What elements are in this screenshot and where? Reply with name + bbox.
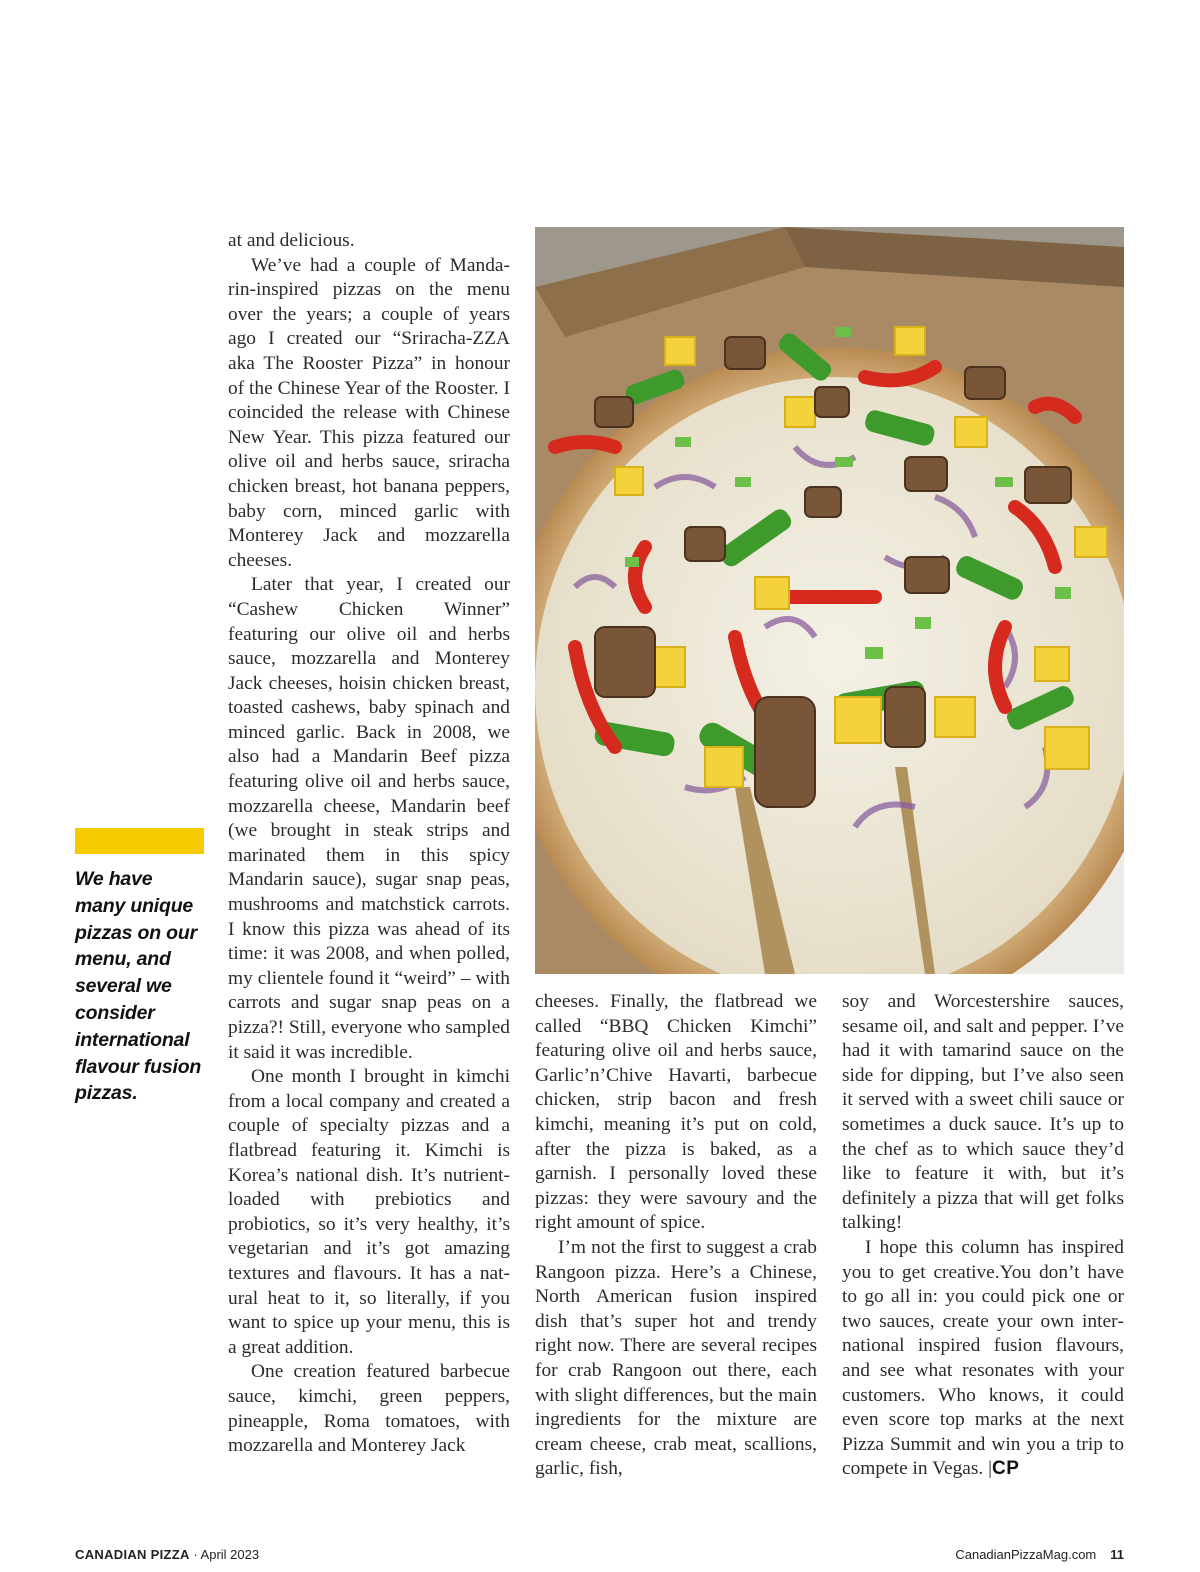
article-column-2 (535, 990, 817, 1482)
footer-site (955, 1547, 1124, 1562)
article-paragraph (842, 1236, 1124, 1482)
pizza-photo-illustration (535, 227, 1124, 974)
article-paragraph: cheeses. Finally, the flatbread we called “BBQ Chicken Kimchi” featuring olive oil and herbs sauce, Garlic’n’Chive Havarti, barbecue chicken, strip bacon and fresh kimchi, meaning it’s put on cold, after the pizza is baked, as a garnish. I personally loved these pizzas: they were savoury and the right amount of spice. (535, 991, 817, 1234)
article-paragraph: Later that year, I created our “Cashew Chicken Winner” featuring our olive oil and herbs sauce, mozzarella and Monterey Jack cheeses, hoisin chicken breast, toasted cashews, baby spinach and minced garlic. Back in 2008, we also had a Mandarin Beef pizza featuring olive oil and herbs sauce, mozzarella cheese, Mandarin beef (we brought in steak strips and marinated them in this spicy Mandarin sauce), sugar snap peas, mushrooms and matchstick carrots. I know this pizza was ahead of its time: it was 2008, and when polled, my clientele found it “weird” – with carrots and sugar snap peas on a pizza?! Still, everyone who sampled it said it was incredible. (228, 574, 510, 1063)
article-column-1 (228, 229, 510, 1459)
footer-issue-date: · April 2023 (189, 1547, 260, 1562)
article-paragraph: soy and Worcestershire sauces, sesame oil, and salt and pepper. I’ve had it with tamarind sauce on the side for dipping, but I’ve also seen it served with a sweet chili sauce or sometimes a duck sauce. It’s up to the chef as to which sauce they’d like to feature it with, but it’s definitely a pizza that will get folks talking! (842, 991, 1124, 1234)
article-paragraph: at and delicious. (228, 230, 355, 251)
article-paragraph: One month I brought in kimchi from a local company and created a couple of specialty pizzas and a flatbread featuring it. Kimchi is Korea’s national dish. It’s nutrient-loaded with prebiotics and probiotics, so it’s very healthy, it’s vegetarian and it’s got amazing textures and flavours. It has a natural heat to it, so literally, if you want to spice up your menu, this is a great addition. (228, 1066, 510, 1358)
footer-magazine-name: CANADIAN PIZZA (75, 1547, 190, 1562)
article-paragraph: One creation featured barbecue sauce, kimchi, green peppers, pineapple, Roma tomatoes, with mozzarella and Monterey Jack (228, 1361, 510, 1457)
signoff-separator: | (988, 1458, 993, 1480)
footer-website: CanadianPizzaMag.com (955, 1547, 1097, 1562)
closing-paragraph-text: I hope this column has inspired you to get creative.You don’t have to go all in: you could pick one or two sauces, create your own international inspired fusion flavours, and see what resonates with your customers. Who knows, it could even score top marks at the next Pizza Summit and win you a trip to compete in Vegas. (842, 1236, 1124, 1480)
footer-publication (75, 1547, 259, 1562)
signoff-mark: CP (992, 1458, 1020, 1480)
page-number: 11 (1110, 1547, 1124, 1562)
article-column-3 (842, 990, 1124, 1482)
pullquote-accent-bar (75, 828, 204, 854)
article-paragraph: I’m not the first to suggest a crab Rangoon pizza. Here’s a Chinese, North American fusion inspired dish that’s super hot and trendy right now. There are several recipes for crab Rangoon out there, each with slight differences, but the main ingredients for the mixture are cream cheese, crab meat, scallions, garlic, fish, (535, 1236, 817, 1480)
pizza-photo (535, 227, 1124, 974)
pullquote: We have many unique pizzas on our menu, and several we consider international flavour fusion pizzas. (75, 868, 202, 1105)
article-paragraph: We’ve had a couple of Mandarin-inspired pizzas on the menu over the years; a couple of years ago I created our “Sriracha-ZZA aka The Rooster Pizza” in honour of the Chinese Year of the Rooster. I coincided the release with Chinese New Year. This pizza featured our olive oil and herbs sauce, sriracha chicken breast, hot banana peppers, baby corn, minced garlic with Monterey Jack and mozzarella cheeses. (228, 254, 510, 571)
